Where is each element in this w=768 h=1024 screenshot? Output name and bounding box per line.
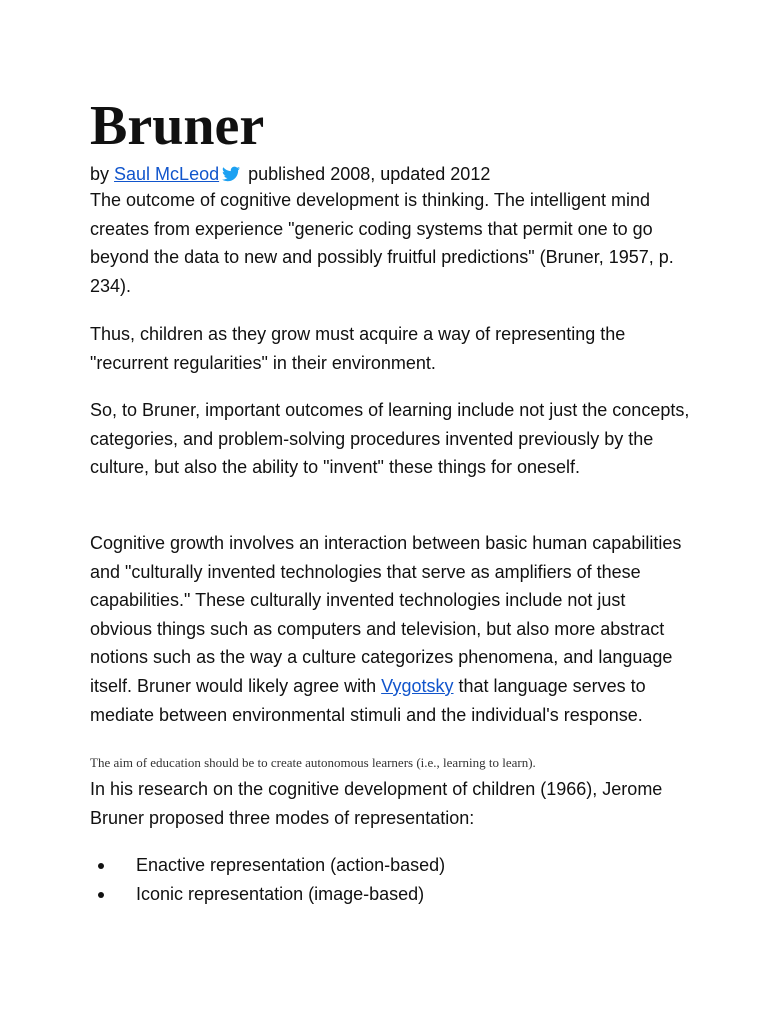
paragraph-text: that language serves to mediate between environmental stimuli and the individual's response. xyxy=(90,675,646,725)
image-caption: The aim of education should be to create autonomous learners (i.e., learning to learn). xyxy=(90,755,536,770)
author-link[interactable]: Saul McLeod xyxy=(114,164,220,184)
page-title: Bruner xyxy=(90,95,265,157)
byline xyxy=(90,160,490,188)
paragraph-regularities: Thus, children as they grow must acquire a way of representing the "recurrent regularities" in their environment. xyxy=(90,324,626,373)
list-item xyxy=(90,880,690,909)
twitter-bird-icon[interactable] xyxy=(222,166,240,182)
paragraph-research: In his research on the cognitive development of children (1966), Jerome Bruner proposed three modes of representation: xyxy=(90,779,663,828)
list-item-label: Iconic representation (image-based) xyxy=(136,884,425,904)
list-item-label: Enactive representation (action-based) xyxy=(136,855,446,875)
paragraph-outcome: The outcome of cognitive development is thinking. The intelligent mind creates from experience "generic coding systems that permit one to go beyond the data to new and possibly fruitful predictions" (Bruner, 1957, p. 234). xyxy=(90,190,674,296)
bullet-icon xyxy=(98,892,104,898)
byline-published: published 2008, updated 2012 xyxy=(248,164,491,184)
vygotsky-link[interactable]: Vygotsky xyxy=(381,675,454,696)
paragraph-cognitive-growth xyxy=(90,529,690,729)
list-item xyxy=(90,851,690,880)
modes-list xyxy=(90,851,690,909)
article xyxy=(90,0,690,1024)
paragraph-learning-outcomes: So, to Bruner, important outcomes of learning include not just the concepts, categories, and problem-solving procedures invented previously by the culture, but also the ability to "invent" these things for oneself. xyxy=(90,400,690,478)
bullet-icon xyxy=(98,863,104,869)
paragraph-text: Cognitive growth involves an interaction between basic human capabilities and "culturally invented technologies that serve as amplifiers of these capabilities." These culturally invented technologies include not just obvious things such as computers and television, but also more abstract notions such as the way a culture categorizes phenomena, and language itself. Bruner would likely agree with xyxy=(90,533,682,696)
byline-prefix: by xyxy=(90,164,110,184)
